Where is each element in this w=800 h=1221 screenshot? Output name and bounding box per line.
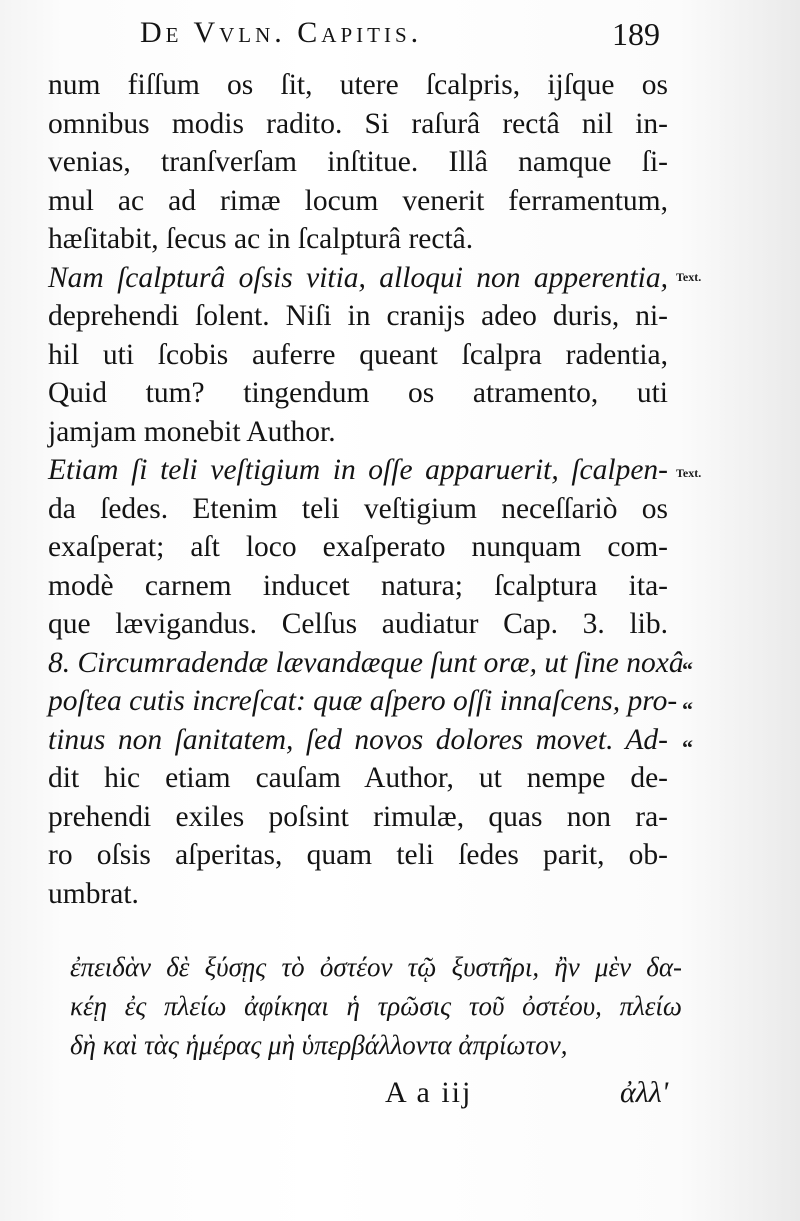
body-line: mul ac ad rimæ locum venerit ferramentum, xyxy=(48,184,668,217)
body-line: da ſedes. Etenim teli veſtigium neceſſariò os xyxy=(48,492,668,525)
quotation-mark-icon: “ xyxy=(682,735,693,760)
body-line: omnibus modis radito. Si raſurâ rectâ nil in- xyxy=(48,107,668,140)
body-line-italic: tinus non ſanitatem, ſed novos dolores movet. Ad- xyxy=(48,723,668,756)
body-line: Quid tum? tingendum os atramento, uti xyxy=(48,377,668,409)
body-line: que lævigandus. Celſus audiatur Cap. 3. lib. xyxy=(48,608,668,640)
body-line: deprehendi ſolent. Niſi in cranijs adeo duris, ni- xyxy=(48,300,668,332)
body-line-italic: 8. Circumradendæ lævandæque ſunt oræ, ut ſine noxâ xyxy=(48,646,684,679)
body-line: venias, tranſverſam inſtitue. Illâ namque ſi- xyxy=(48,146,668,178)
body-line: dit hic etiam cauſam Author, ut nempe de- xyxy=(48,762,668,794)
margin-note-text: Text. xyxy=(676,466,702,480)
running-title: De Vvln. Capitis. xyxy=(140,16,423,49)
body-line-italic: poſtea cutis increſcat: quæ aſpero oſſi innaſcens, pro- xyxy=(48,685,678,717)
body-line: hæſitabit, ſecus ac in ſcalpturâ rectâ. xyxy=(48,223,474,255)
body-line: ro oſsis aſperitas, quam teli ſedes parit, ob- xyxy=(48,839,668,871)
body-line: umbrat. xyxy=(48,877,139,910)
body-line: exaſperat; aſt loco exaſperato nunquam com- xyxy=(48,531,668,563)
page-number: 189 xyxy=(612,16,660,52)
body-line: hil uti ſcobis auferre queant ſcalpra radentia, xyxy=(48,338,668,371)
catchword: ἀλλ' xyxy=(620,1076,669,1109)
body-line: jamjam monebit Author. xyxy=(48,415,336,448)
margin-note-text: Text. xyxy=(676,270,702,284)
body-line-italic: Etiam ſi teli veſtigium in oſſe apparuerit, ſcalpen- xyxy=(48,454,668,486)
greek-line: ἐπειδὰν δὲ ξύσῃς τὸ ὀστέον τῷ ξυστῆρι, ἢν μὲν δα- xyxy=(70,952,682,982)
greek-line: κέῃ ἐς πλείω ἀφίκηαι ἡ τρῶσις τοῦ ὀστέου, πλείω xyxy=(70,991,682,1021)
body-line-italic: Nam ſcalpturâ oſsis vitia, alloqui non apperentia, xyxy=(48,261,668,294)
body-text xyxy=(48,66,684,913)
body-line: num fiſſum os ſit, utere ſcalpris, ijſque os xyxy=(48,69,668,101)
quotation-mark-icon: “ xyxy=(682,697,693,722)
page-header xyxy=(140,10,660,60)
quotation-mark-icon: “ xyxy=(682,657,693,682)
greek-line: δὴ καὶ τὰς ἡμέρας μὴ ὑπερβάλλοντα ἀπρίωτον, xyxy=(70,1030,568,1060)
body-line: modè carnem inducet natura; ſcalptura ita- xyxy=(48,569,668,602)
signature-mark: A a iij xyxy=(385,1076,473,1109)
body-line: prehendi exiles poſsint rimulæ, quas non ra- xyxy=(48,800,668,833)
greek-quotation xyxy=(70,948,682,1065)
